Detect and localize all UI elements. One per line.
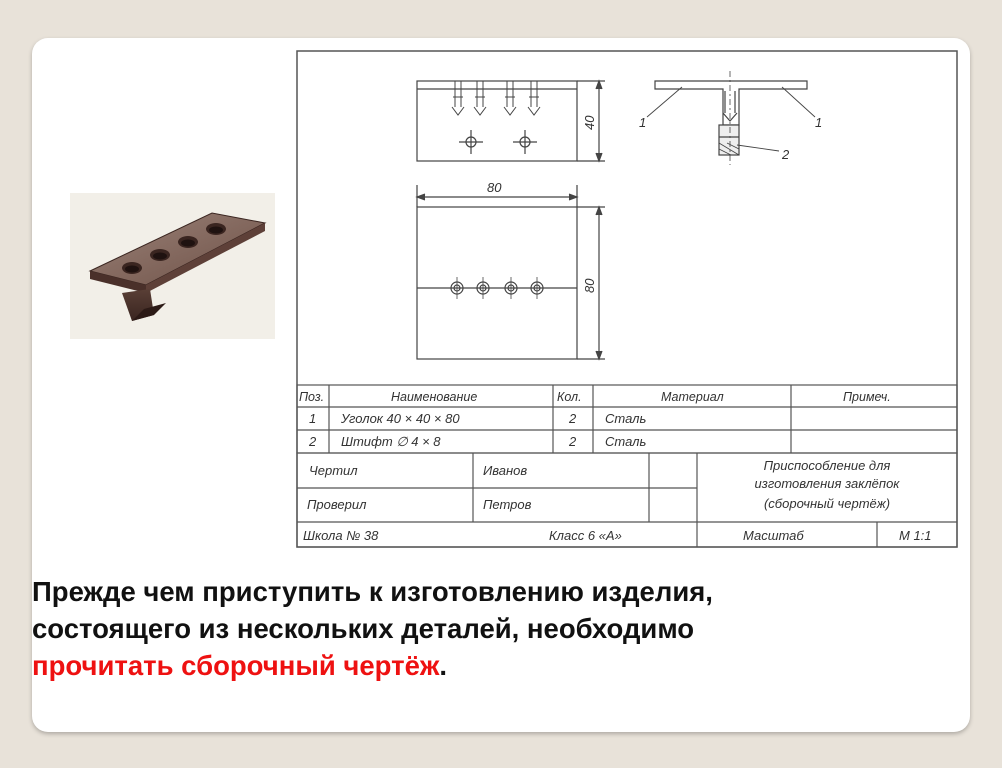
highlight-text: прочитать сборочный чертёж bbox=[32, 650, 440, 681]
spec-row1-material: Сталь bbox=[605, 411, 647, 426]
scale-label: Масштаб bbox=[743, 528, 804, 543]
text-line-1: Прежде чем приступить к изготовлению изделия, bbox=[32, 576, 713, 607]
checked-name: Петров bbox=[483, 497, 532, 512]
spec-row1-qty: 2 bbox=[569, 411, 577, 426]
callout-1-right: 1 bbox=[815, 115, 823, 130]
spec-header-name: Наименование bbox=[391, 390, 478, 404]
callout-1-left: 1 bbox=[639, 115, 647, 130]
text-tail: . bbox=[439, 650, 447, 681]
drawn-label: Чертил bbox=[309, 463, 358, 478]
drawn-name: Иванов bbox=[483, 463, 528, 478]
dim-80-width: 80 bbox=[487, 180, 502, 195]
angle-bar-illustration bbox=[70, 193, 275, 339]
spec-row1-name: Уголок 40 × 40 × 80 bbox=[341, 411, 460, 426]
spec-row1-pos: 1 bbox=[309, 411, 317, 426]
slide-body-text bbox=[32, 573, 932, 684]
spec-header-qty: Кол. bbox=[557, 390, 582, 404]
spec-row2-name: Штифт ∅ 4 × 8 bbox=[341, 434, 441, 449]
drawing-sheet bbox=[287, 45, 965, 557]
text-line-3 bbox=[32, 647, 932, 684]
spec-header-pos: Поз. bbox=[299, 390, 325, 404]
spec-header-material: Материал bbox=[661, 390, 724, 404]
spec-header-note: Примеч. bbox=[843, 390, 891, 404]
class-label: Класс 6 «А» bbox=[549, 528, 622, 543]
spec-row2-qty: 2 bbox=[569, 434, 577, 449]
assembly-drawing bbox=[287, 45, 965, 557]
title-line-3: (сборочный чертёж) bbox=[763, 496, 891, 511]
spec-row2-pos: 2 bbox=[309, 434, 317, 449]
title-line-2: изготовления заклёпок bbox=[754, 476, 900, 491]
dim-40-top: 40 bbox=[582, 115, 597, 130]
scale-value: М 1:1 bbox=[899, 528, 932, 543]
spec-row2-material: Сталь bbox=[605, 434, 647, 449]
text-line-2: состоящего из нескольких деталей, необходимо bbox=[32, 613, 695, 644]
part-photo bbox=[70, 193, 275, 339]
callout-2: 2 bbox=[782, 147, 790, 162]
title-line-1: Приспособление для bbox=[763, 458, 891, 473]
dim-80-height: 80 bbox=[582, 278, 597, 293]
school-label: Школа № 38 bbox=[303, 528, 379, 543]
checked-label: Проверил bbox=[307, 497, 367, 512]
